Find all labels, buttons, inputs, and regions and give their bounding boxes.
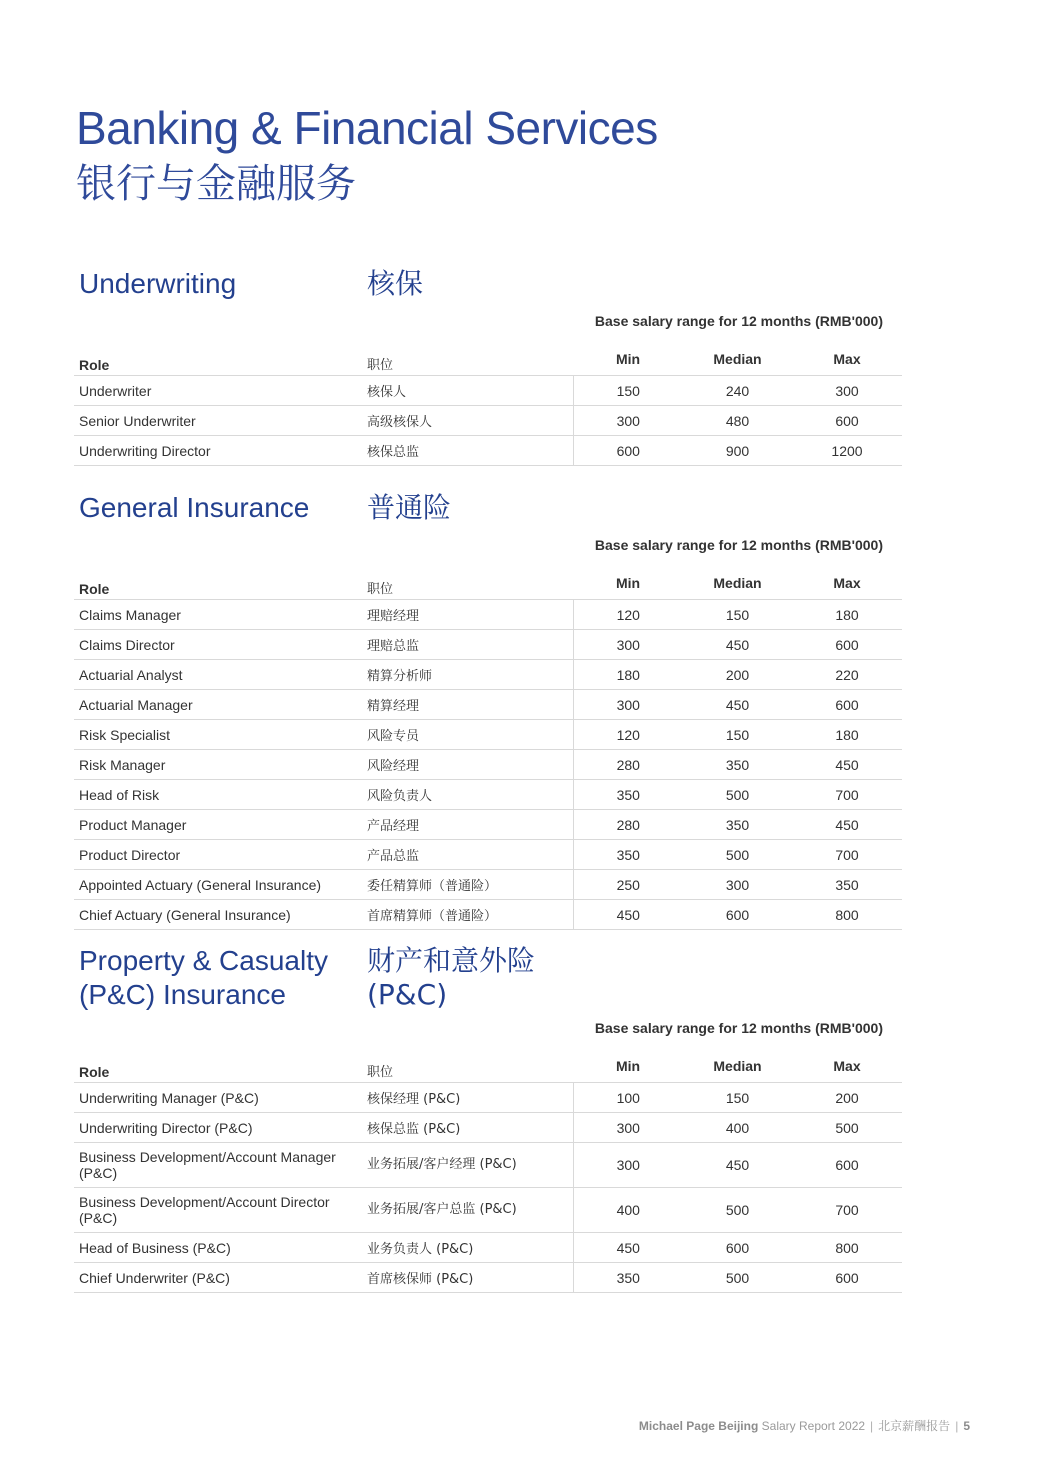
role-cell: Product Director xyxy=(74,840,362,870)
role-cell: Underwriting Director (P&C) xyxy=(74,1113,362,1143)
salary-table xyxy=(74,331,902,466)
salary-table xyxy=(74,555,902,930)
min-cell: 180 xyxy=(573,660,683,690)
role-zh-cell: 核保总监 (P&C) xyxy=(362,1113,573,1143)
table-row xyxy=(74,1113,902,1143)
max-cell: 600 xyxy=(792,630,902,660)
role-cell: Underwriting Manager (P&C) xyxy=(74,1083,362,1113)
section-title-zh: 核保 xyxy=(367,267,424,300)
min-cell: 300 xyxy=(573,630,683,660)
median-cell: 350 xyxy=(683,750,792,780)
median-cell: 450 xyxy=(683,1143,792,1188)
role-header: Role xyxy=(74,555,362,600)
median-header: Median xyxy=(683,1038,792,1083)
role-cell: Chief Actuary (General Insurance) xyxy=(74,900,362,930)
table-row xyxy=(74,436,902,466)
role-cell: Underwriter xyxy=(74,376,362,406)
max-cell: 800 xyxy=(792,1233,902,1263)
role-zh-cell: 委任精算师（普通险） xyxy=(362,870,573,900)
table-header-row xyxy=(74,1038,902,1083)
min-cell: 280 xyxy=(573,750,683,780)
table-row xyxy=(74,810,902,840)
role-zh-cell: 业务拓展/客户经理 (P&C) xyxy=(362,1143,573,1188)
role-zh-header: 职位 xyxy=(362,555,573,600)
role-zh-cell: 高级核保人 xyxy=(362,406,573,436)
min-cell: 250 xyxy=(573,870,683,900)
role-zh-cell: 理赔经理 xyxy=(362,600,573,630)
min-cell: 280 xyxy=(573,810,683,840)
role-line1: Business Development/Account Director xyxy=(79,1194,330,1210)
max-cell: 600 xyxy=(792,1143,902,1188)
table-row xyxy=(74,780,902,810)
min-cell: 350 xyxy=(573,1263,683,1293)
median-cell: 400 xyxy=(683,1113,792,1143)
role-cell: Head of Business (P&C) xyxy=(74,1233,362,1263)
table-row xyxy=(74,690,902,720)
table-row xyxy=(74,1083,902,1113)
role-zh-cell: 产品总监 xyxy=(362,840,573,870)
max-header: Max xyxy=(792,555,902,600)
role-cell: Actuarial Manager xyxy=(74,690,362,720)
median-header: Median xyxy=(683,555,792,600)
section-heading xyxy=(74,491,902,531)
role-zh-cell: 业务负责人 (P&C) xyxy=(362,1233,573,1263)
max-cell: 800 xyxy=(792,900,902,930)
max-cell: 700 xyxy=(792,780,902,810)
min-cell: 120 xyxy=(573,600,683,630)
role-cell xyxy=(74,1143,362,1188)
median-cell: 150 xyxy=(683,1083,792,1113)
page-footer xyxy=(639,1417,970,1434)
min-cell: 150 xyxy=(573,376,683,406)
role-cell: Risk Specialist xyxy=(74,720,362,750)
role-zh-cell: 风险负责人 xyxy=(362,780,573,810)
role-zh-cell: 核保人 xyxy=(362,376,573,406)
section-title-en-line1: Property & Casualty xyxy=(79,945,328,976)
median-cell: 150 xyxy=(683,600,792,630)
table-row xyxy=(74,376,902,406)
role-zh-cell: 理赔总监 xyxy=(362,630,573,660)
median-cell: 480 xyxy=(683,406,792,436)
role-zh-cell: 业务拓展/客户总监 (P&C) xyxy=(362,1188,573,1233)
role-cell: Senior Underwriter xyxy=(74,406,362,436)
role-cell: Underwriting Director xyxy=(74,436,362,466)
role-zh-cell: 核保总监 xyxy=(362,436,573,466)
table-header-row xyxy=(74,555,902,600)
section-title-en xyxy=(79,944,328,1012)
max-cell: 200 xyxy=(792,1083,902,1113)
role-cell: Product Manager xyxy=(74,810,362,840)
role-line2: (P&C) xyxy=(79,1210,118,1226)
section-title-en-line2: (P&C) Insurance xyxy=(79,979,286,1010)
role-zh-cell: 核保经理 (P&C) xyxy=(362,1083,573,1113)
median-cell: 900 xyxy=(683,436,792,466)
max-cell: 700 xyxy=(792,840,902,870)
median-cell: 350 xyxy=(683,810,792,840)
min-cell: 300 xyxy=(573,690,683,720)
table-row xyxy=(74,1188,902,1233)
max-header: Max xyxy=(792,1038,902,1083)
min-cell: 600 xyxy=(573,436,683,466)
min-cell: 350 xyxy=(573,780,683,810)
table-row xyxy=(74,1263,902,1293)
table-row xyxy=(74,900,902,930)
min-cell: 300 xyxy=(573,1143,683,1188)
footer-report-zh: 北京薪酬报告 xyxy=(878,1419,951,1433)
max-cell: 1200 xyxy=(792,436,902,466)
footer-separator: | xyxy=(870,1419,874,1433)
role-zh-cell: 首席精算师（普通险） xyxy=(362,900,573,930)
median-cell: 240 xyxy=(683,376,792,406)
page-title xyxy=(76,100,658,212)
table-row xyxy=(74,840,902,870)
role-cell xyxy=(74,1188,362,1233)
median-cell: 500 xyxy=(683,1188,792,1233)
role-zh-header: 职位 xyxy=(362,1038,573,1083)
section-heading xyxy=(74,267,902,307)
median-cell: 300 xyxy=(683,870,792,900)
table-row xyxy=(74,406,902,436)
max-cell: 500 xyxy=(792,1113,902,1143)
table-row xyxy=(74,750,902,780)
max-cell: 180 xyxy=(792,600,902,630)
footer-report: Salary Report 2022 xyxy=(761,1419,866,1433)
page-number: 5 xyxy=(963,1419,970,1433)
section-title-zh: 普通险 xyxy=(367,491,452,524)
median-cell: 150 xyxy=(683,720,792,750)
role-zh-cell: 风险专员 xyxy=(362,720,573,750)
max-cell: 600 xyxy=(792,406,902,436)
table-row xyxy=(74,1143,902,1188)
role-header: Role xyxy=(74,331,362,376)
section-heading xyxy=(74,944,902,1014)
role-cell: Head of Risk xyxy=(74,780,362,810)
page-title-zh: 银行与金融服务 xyxy=(76,161,356,207)
page-title-en: Banking & Financial Services xyxy=(76,102,658,154)
table-row xyxy=(74,720,902,750)
median-cell: 600 xyxy=(683,1233,792,1263)
role-line1: Business Development/Account Manager xyxy=(79,1149,336,1165)
role-cell: Appointed Actuary (General Insurance) xyxy=(74,870,362,900)
role-cell: Claims Manager xyxy=(74,600,362,630)
table-header-row xyxy=(74,331,902,376)
min-cell: 300 xyxy=(573,1113,683,1143)
role-zh-cell: 首席核保师 (P&C) xyxy=(362,1263,573,1293)
table-row xyxy=(74,870,902,900)
role-header: Role xyxy=(74,1038,362,1083)
footer-separator: | xyxy=(955,1419,959,1433)
section-title-en: Underwriting xyxy=(79,268,237,299)
max-cell: 450 xyxy=(792,750,902,780)
min-cell: 350 xyxy=(573,840,683,870)
role-cell: Chief Underwriter (P&C) xyxy=(74,1263,362,1293)
table-row xyxy=(74,660,902,690)
salary-range-label: Base salary range for 12 months (RMB'000) xyxy=(594,313,883,329)
role-cell: Actuarial Analyst xyxy=(74,660,362,690)
section-title-zh-line1: 财产和意外险 xyxy=(367,944,536,977)
min-cell: 450 xyxy=(573,900,683,930)
table-row xyxy=(74,600,902,630)
role-zh-cell: 产品经理 xyxy=(362,810,573,840)
min-header: Min xyxy=(573,1038,683,1083)
underwriting-section xyxy=(74,267,902,466)
role-cell: Claims Director xyxy=(74,630,362,660)
max-cell: 600 xyxy=(792,1263,902,1293)
max-cell: 180 xyxy=(792,720,902,750)
max-cell: 350 xyxy=(792,870,902,900)
section-title-zh-line2: (P&C) xyxy=(367,978,448,1011)
min-header: Min xyxy=(573,555,683,600)
max-cell: 600 xyxy=(792,690,902,720)
max-cell: 700 xyxy=(792,1188,902,1233)
min-cell: 120 xyxy=(573,720,683,750)
median-cell: 500 xyxy=(683,780,792,810)
role-zh-header: 职位 xyxy=(362,331,573,376)
max-cell: 450 xyxy=(792,810,902,840)
property-casualty-section xyxy=(74,944,902,1293)
min-cell: 100 xyxy=(573,1083,683,1113)
min-header: Min xyxy=(573,331,683,376)
median-cell: 500 xyxy=(683,840,792,870)
max-cell: 300 xyxy=(792,376,902,406)
median-header: Median xyxy=(683,331,792,376)
max-header: Max xyxy=(792,331,902,376)
median-cell: 500 xyxy=(683,1263,792,1293)
min-cell: 400 xyxy=(573,1188,683,1233)
section-title-zh xyxy=(367,944,535,1012)
role-cell: Risk Manager xyxy=(74,750,362,780)
median-cell: 200 xyxy=(683,660,792,690)
median-cell: 450 xyxy=(683,690,792,720)
role-zh-cell: 精算分析师 xyxy=(362,660,573,690)
salary-range-label: Base salary range for 12 months (RMB'000) xyxy=(594,537,883,553)
median-cell: 600 xyxy=(683,900,792,930)
role-zh-cell: 风险经理 xyxy=(362,750,573,780)
footer-brand: Michael Page Beijing xyxy=(638,1419,759,1433)
salary-range-label: Base salary range for 12 months (RMB'000) xyxy=(594,1020,883,1036)
median-cell: 450 xyxy=(683,630,792,660)
min-cell: 300 xyxy=(573,406,683,436)
general-insurance-section xyxy=(74,491,902,930)
table-row xyxy=(74,1233,902,1263)
salary-table xyxy=(74,1038,902,1293)
role-zh-cell: 精算经理 xyxy=(362,690,573,720)
section-title-en: General Insurance xyxy=(79,492,310,523)
max-cell: 220 xyxy=(792,660,902,690)
min-cell: 450 xyxy=(573,1233,683,1263)
table-row xyxy=(74,630,902,660)
role-line2: (P&C) xyxy=(79,1165,118,1181)
